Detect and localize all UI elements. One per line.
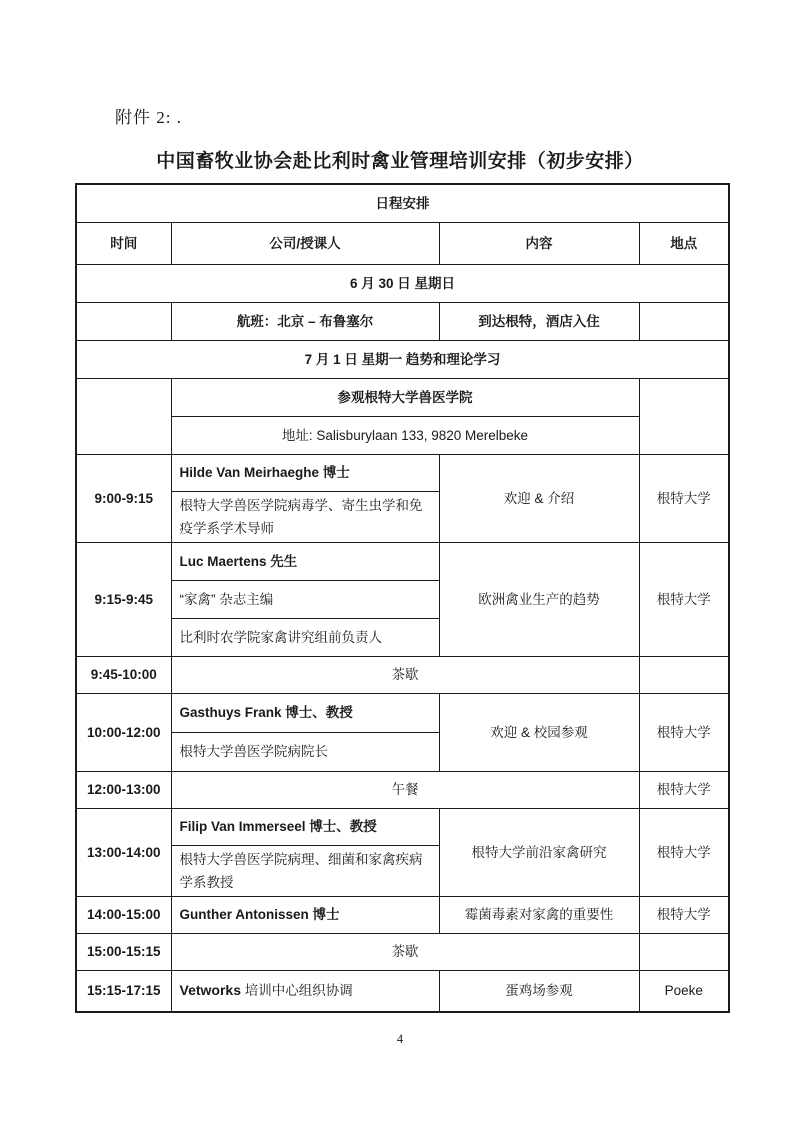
session-content-cell: 欢迎 & 校园参观 <box>439 693 639 771</box>
visit-location-cell <box>639 378 729 454</box>
attachment-label: 附件 2: . <box>115 108 182 127</box>
session-location-cell: Poeke <box>639 970 729 1012</box>
visit-address-row <box>76 416 729 454</box>
speaker-title-cell: 根特大学兽医学院病理、细菌和家禽疾病学系教授 <box>171 845 439 896</box>
session-row <box>76 542 729 580</box>
page-number: 4 <box>396 1032 404 1046</box>
header-company: 公司/授课人 <box>171 222 439 264</box>
session-location-cell: 根特大学 <box>639 454 729 542</box>
break-label-cell: 茶歇 <box>171 933 639 970</box>
date-july1: 7 月 1 日 星期一 趋势和理论学习 <box>76 340 729 378</box>
date-row-june30 <box>76 264 729 302</box>
session-location-cell: 根特大学 <box>639 896 729 933</box>
flight-company-cell: 航班：北京 – 布鲁塞尔 <box>171 302 439 340</box>
company-desc: 培训中心组织协调 <box>244 983 353 999</box>
session-row <box>76 970 729 1012</box>
date-row-july1 <box>76 340 729 378</box>
session-row <box>76 454 729 491</box>
break-label-cell: 茶歇 <box>171 656 639 693</box>
caption-row <box>76 184 729 222</box>
break-row <box>76 656 729 693</box>
header-time: 时间 <box>76 222 171 264</box>
session-row <box>76 693 729 732</box>
session-location-cell: 根特大学 <box>639 693 729 771</box>
page-title: 中国畜牧业协会赴比利时禽业管理培训安排（初步安排） <box>156 151 644 172</box>
session-time: 14:00-15:00 <box>76 896 171 933</box>
date-june30: 6 月 30 日 星期日 <box>76 264 729 302</box>
lunch-location-cell: 根特大学 <box>639 771 729 808</box>
session-location-cell: 根特大学 <box>639 808 729 896</box>
schedule-table <box>75 183 730 1013</box>
lunch-label-cell: 午餐 <box>171 771 639 808</box>
lunch-time: 12:00-13:00 <box>76 771 171 808</box>
speaker-title-cell: “家禽” 杂志主编 <box>171 580 439 618</box>
flight-content-cell: 到达根特，酒店入住 <box>439 302 639 340</box>
speaker-name-cell: Filip Van Immerseel 博士、教授 <box>171 808 439 845</box>
session-time: 13:00-14:00 <box>76 808 171 896</box>
break-location-cell <box>639 933 729 970</box>
header-row <box>76 222 729 264</box>
session-row <box>76 896 729 933</box>
break-location-cell <box>639 656 729 693</box>
session-content-cell: 欢迎 & 介绍 <box>439 454 639 542</box>
session-content-cell: 霉菌毒素对家禽的重要性 <box>439 896 639 933</box>
company-name: Vetworks <box>179 982 241 999</box>
speaker-title-cell: 根特大学兽医学院病院长 <box>171 732 439 771</box>
session-time: 9:15-9:45 <box>76 542 171 656</box>
speaker-name-cell: Gunther Antonissen 博士 <box>171 896 439 933</box>
session-content-cell: 蛋鸡场参观 <box>439 970 639 1012</box>
break-time: 9:45-10:00 <box>76 656 171 693</box>
session-time: 9:00-9:15 <box>76 454 171 542</box>
session-time: 15:15-17:15 <box>76 970 171 1012</box>
speaker-title-cell: 比利时农学院家禽讲究组前负责人 <box>171 618 439 656</box>
speaker-name-cell: Luc Maertens 先生 <box>171 542 439 580</box>
table-caption: 日程安排 <box>76 184 729 222</box>
break-time: 15:00-15:15 <box>76 933 171 970</box>
speaker-name-cell: Hilde Van Meirhaeghe 博士 <box>171 454 439 491</box>
visit-title-cell: 参观根特大学兽医学院 <box>171 378 639 416</box>
header-content: 内容 <box>439 222 639 264</box>
flight-location-cell <box>639 302 729 340</box>
session-content-cell: 根特大学前沿家禽研究 <box>439 808 639 896</box>
flight-time-cell <box>76 302 171 340</box>
visit-row <box>76 378 729 416</box>
session-location-cell: 根特大学 <box>639 542 729 656</box>
visit-address-cell: 地址: Salisburylaan 133, 9820 Merelbeke <box>171 416 639 454</box>
lunch-row <box>76 771 729 808</box>
session-time: 10:00-12:00 <box>76 693 171 771</box>
header-location: 地点 <box>639 222 729 264</box>
flight-row <box>76 302 729 340</box>
visit-time-cell <box>76 378 171 454</box>
break-row <box>76 933 729 970</box>
company-cell <box>171 970 439 1012</box>
session-content-cell: 欧洲禽业生产的趋势 <box>439 542 639 656</box>
speaker-name-cell: Gasthuys Frank 博士、教授 <box>171 693 439 732</box>
session-row <box>76 808 729 845</box>
speaker-title-cell: 根特大学兽医学院病毒学、寄生虫学和免疫学系学术导师 <box>171 491 439 542</box>
